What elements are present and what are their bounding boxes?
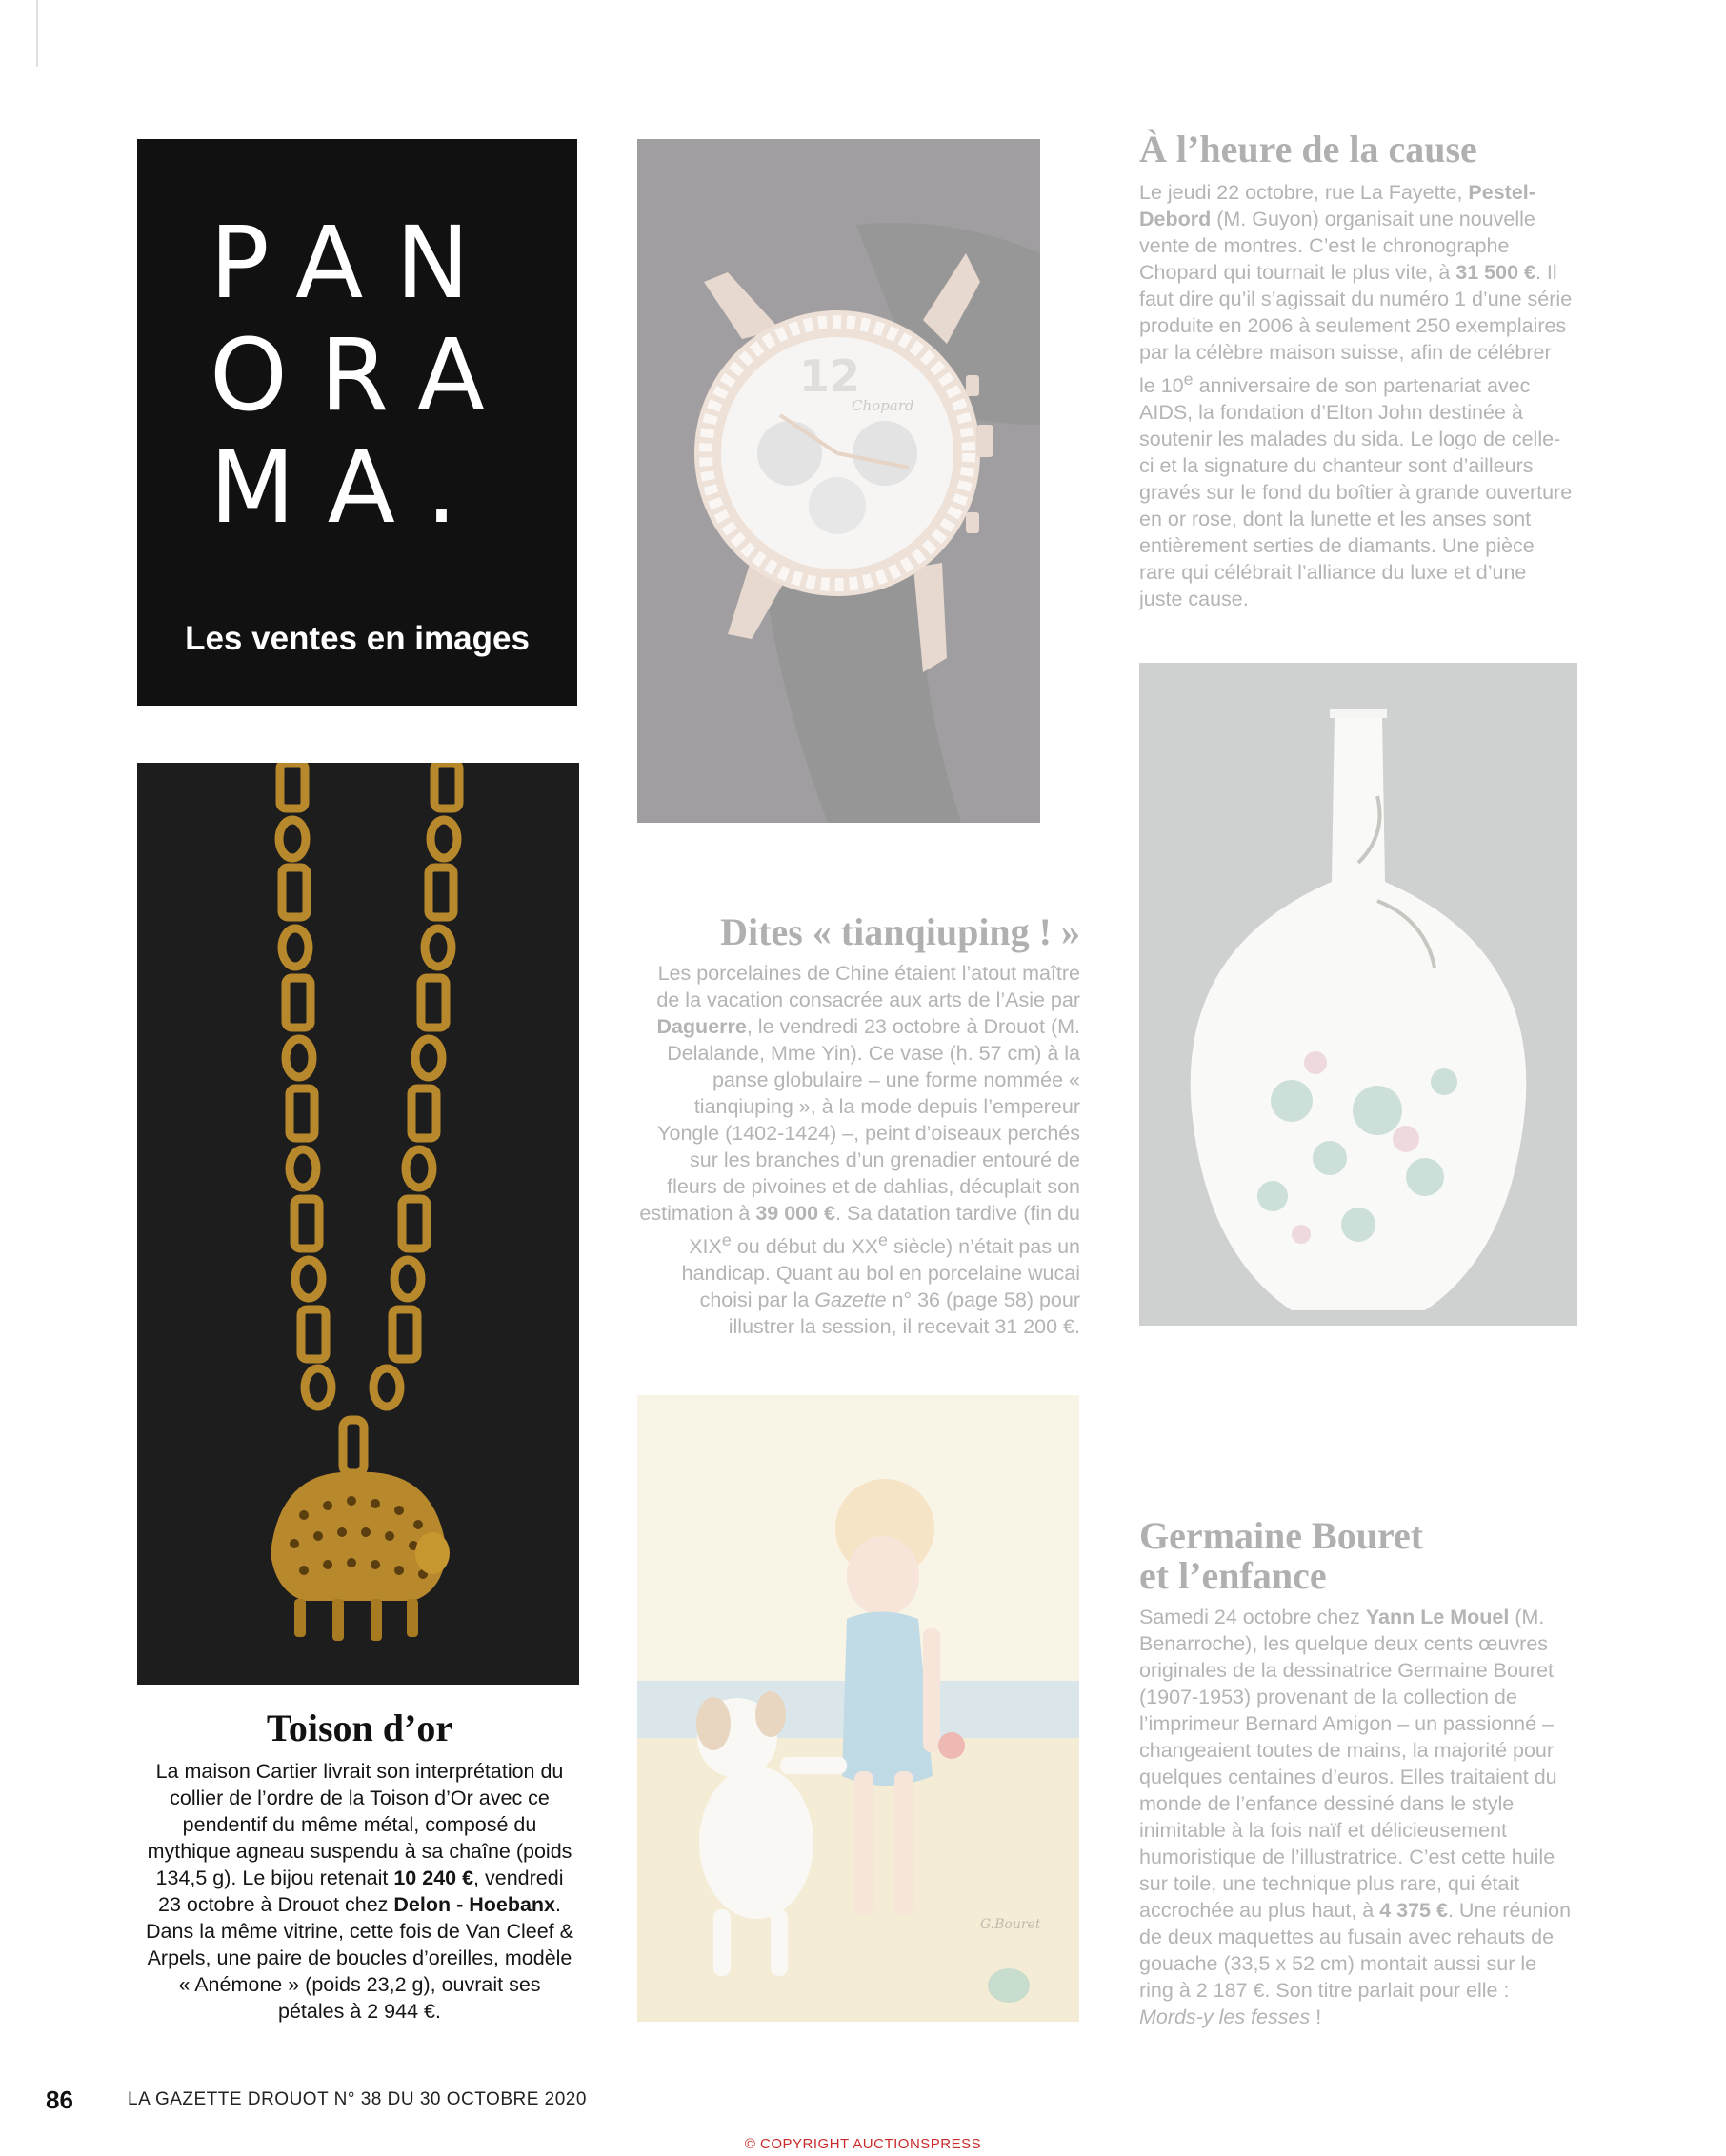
panorama-title-line-2: ORA bbox=[210, 317, 518, 433]
article-watch bbox=[1139, 130, 1573, 612]
article-bouret-title-line-1: Germaine Bouret bbox=[1139, 1514, 1424, 1557]
article-bouret-title-line-2: et l’enfance bbox=[1139, 1554, 1327, 1597]
copyright-notice: © COPYRIGHT AUCTIONSPRESS bbox=[744, 2136, 982, 2152]
bouret-painting bbox=[637, 1395, 1079, 2022]
painting-signature: G.Bouret bbox=[980, 1917, 1041, 1932]
article-bouret-body bbox=[1139, 1604, 1573, 2030]
panorama-subtitle: Les ventes en images bbox=[185, 620, 530, 657]
article-necklace-body bbox=[143, 1758, 576, 2025]
running-head: LA GAZETTE DROUOT N° 38 DU 30 OCTOBRE 2020 bbox=[128, 2089, 587, 2109]
article-vase bbox=[636, 912, 1080, 1340]
page-number: 86 bbox=[46, 2086, 73, 2114]
article-bouret-paragraph: Samedi 24 octobre chez Yann Le Mouel (M. Benarroche), les quelque deux cents œuvres originales de la dessinatrice Germaine Bouret (1907-1953) provenant de la collection de l’imprimeur Bernard Amigon – un passionné – changeaient toutes de mains, la majorité pour quelques centaines d’euros. Elles traitaient du monde de l’enfance dessiné dans le style inimitable à la fois naïf et délicieusement humoristique de l’illustratrice. C’est cette huile sur toile, une technique plus rare, qui était accrochée au plus haut, à 4 375 €. Une réunion de deux maquettes au fusain avec rehauts de gouache (33,5 x 52 cm) montait aussi sur le ring à 2 187 €. Son titre parlait pour elle : Mords-y les fesses ! bbox=[1139, 1606, 1572, 2028]
panorama-banner bbox=[137, 139, 577, 706]
article-necklace-title: Toison d’or bbox=[266, 1707, 453, 1749]
watch-photo bbox=[637, 139, 1040, 823]
vase-photo bbox=[1139, 663, 1577, 1326]
article-watch-body bbox=[1139, 179, 1573, 612]
article-necklace bbox=[143, 1708, 576, 2025]
svg-text:12: 12 bbox=[799, 350, 861, 402]
watch-brand-text: Chopard bbox=[852, 397, 914, 414]
page-edge-line bbox=[36, 0, 38, 67]
article-vase-body bbox=[636, 960, 1080, 1340]
article-bouret bbox=[1139, 1516, 1573, 2030]
article-watch-paragraph: Le jeudi 22 octobre, rue La Fayette, Pestel-Debord (M. Guyon) organisait une nouvelle vente de montres. C’est le chronographe Chopard qui tournait le plus vite, à 31 500 €. Il faut dire qu’il s’agissait du numéro 1 d’une série produite en 2006 à seulement 250 exemplaires par la célèbre maison suisse, afin de célébrer le 10e anniversaire de son partenariat avec AIDS, la fondation d’Elton John destinée à soutenir les malades du sida. Le logo de celle-ci et la signature du chanteur sont d’ailleurs gravés sur le fond du boîtier à grande ouverture en or rose, dont la lunette et les anses sont entièrement serties de diamants. Une pièce rare qui célébrait l’alliance du luxe et d’une juste cause. bbox=[1139, 181, 1573, 611]
article-necklace-paragraph: La maison Cartier livrait son interprétation du collier de l’ordre de la Toison d’Or avec ce pendentif du même métal, composé du mythique agneau suspendu à sa chaîne (poids 134,5 g). Le bijou retenait 10 240 €, vendredi 23 octobre à Drouot chez Delon - Hoebanx. Dans la même vitrine, cette fois de Van Cleef & Arpels, une paire de boucles d’oreilles, modèle « Anémone » (poids 23,2 g), ouvrait ses pétales à 2 944 €. bbox=[146, 1760, 573, 2023]
panorama-title-line-1: PAN bbox=[210, 205, 503, 321]
panorama-title-line-3: MA. bbox=[210, 429, 491, 546]
article-vase-paragraph: Les porcelaines de Chine étaient l’atout maître de la vacation consacrée aux arts de l’Asie par Daguerre, le vendredi 23 octobre à Drouot (M. Delalande, Mme Yin). Ce vase (h. 57 cm) à la panse globulaire – une forme nommée « tianqiuping », à la mode depuis l’empereur Yongle (1402-1424) –, peint d’oiseaux perchés sur les branches d’un grenadier entouré de fleurs de pivoines et de dahlias, décuplait son estimation à 39 000 €. Sa datation tardive (fin du XIXe ou début du XXe siècle) n’était pas un handicap. Quant au bol en porcelaine wucai choisi par la Gazette n° 36 (page 58) pour illustrer la session, il recevait 31 200 €. bbox=[639, 962, 1080, 1339]
article-watch-title: À l’heure de la cause bbox=[1139, 128, 1477, 170]
article-vase-title: Dites « tianqiuping ! » bbox=[720, 910, 1080, 953]
necklace-photo bbox=[137, 763, 579, 1685]
